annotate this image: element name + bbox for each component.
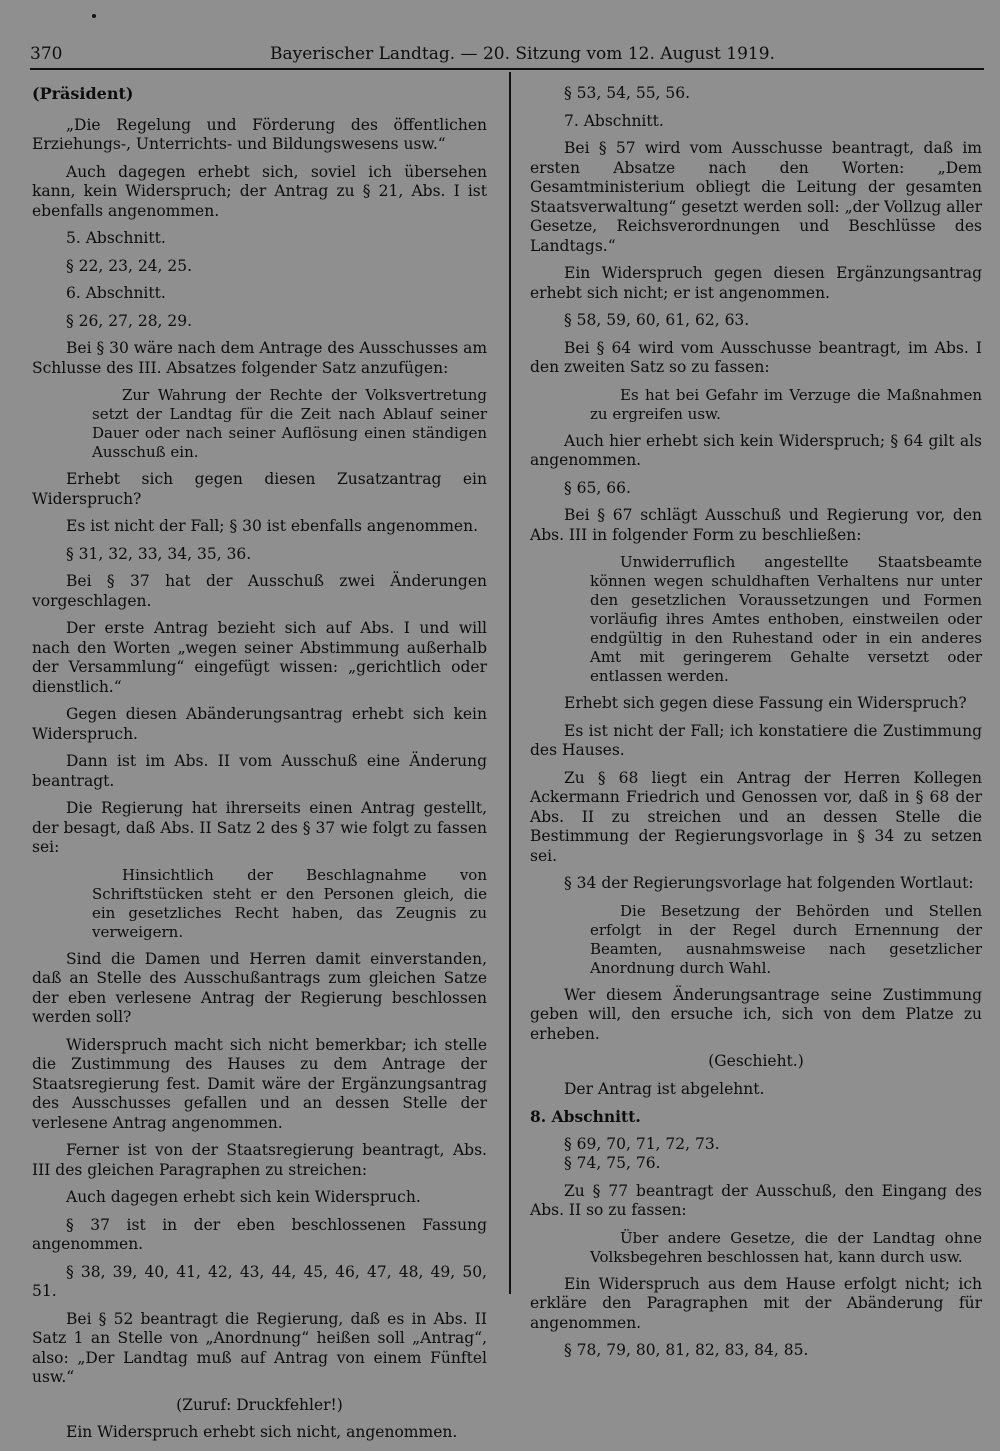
paragraph: Zu § 68 liegt ein Antrag der Herren Kollegen Ackermann Friedrich und Genossen vor, daß in § 68 der Abs. II zu streichen und an dessen Stelle die Bestimmung der Regierungsvorlage in § 34 zu setzen sei. xyxy=(530,768,982,865)
paragraph: Widerspruch macht sich nicht bemerkbar; ich stelle die Zustimmung des Hauses zu dem Antrage der Staatsregierung fest. Damit wäre der Ergänzungsantrag des Ausschusses gefallen und an dessen Stelle der verlesene Antrag angenommen. xyxy=(32,1035,487,1132)
paragraph-list: § 22, 23, 24, 25. xyxy=(66,256,193,275)
paragraph: Ein Widerspruch aus dem Hause erfolgt nicht; ich erkläre den Paragraphen mit der Abänderung für angenommen. xyxy=(530,1274,982,1332)
quoted-text: Es hat bei Gefahr im Verzuge die Maßnahmen zu ergreifen usw. xyxy=(590,385,982,423)
paragraph: Bei § 67 schlägt Ausschuß und Regierung vor, den Abs. III in folgender Form zu beschließen: xyxy=(530,506,982,544)
paragraph: Zu § 77 beantragt der Ausschuß, den Eingang des Abs. II so zu fassen: xyxy=(530,1181,982,1219)
paragraph: Ein Widerspruch gegen diesen Ergänzungsantrag erhebt sich nicht; er ist angenommen. xyxy=(530,264,982,302)
paragraph-list: § 58, 59, 60, 61, 62, 63. xyxy=(564,311,750,329)
paragraph: Es ist nicht der Fall; ich konstatiere die Zustimmung des Hauses. xyxy=(530,721,982,759)
paragraph-list: § 31, 32, 33, 34, 35, 36. xyxy=(66,544,252,563)
column-divider xyxy=(509,72,511,1294)
paragraph: § 34 der Regierungsvorlage hat folgenden Wortlaut: xyxy=(564,874,974,892)
page-header xyxy=(30,44,775,68)
paragraph: Bei § 52 beantragt die Regierung, daß es in Abs. II Satz 1 an Stelle von „Anordnung“ heißen soll „Antrag“, also: „Der Landtag muß auf Antrag von einem Fünftel usw.“ xyxy=(32,1309,487,1386)
paragraph: „Die Regelung und Förderung des öffentlichen Erziehungs-, Unterrichts- und Bildungswesens usw.“ xyxy=(32,115,487,153)
quoted-text: Hinsichtlich der Beschlagnahme von Schriftstücken steht er den Personen gleich, die ein gesetzliches Recht haben, das Zeugnis zu verweigern. xyxy=(92,865,487,941)
section-heading: 8. Abschnitt. xyxy=(530,1107,641,1126)
section-heading: 6. Abschnitt. xyxy=(66,284,166,302)
paragraph: Bei § 57 wird vom Ausschusse beantragt, daß im ersten Absatze nach den Worten: „Dem Gesamtministerium obliegt die Leitung der gesamten Staatsverwaltung“ gesetzt werden soll: „der Vollzug aller Gesetze, Reichsverordnungen und Beschlüsse des Landtags.“ xyxy=(530,139,982,255)
paragraph: Bei § 30 wäre nach dem Antrage des Ausschusses am Schlusse des III. Absatzes folgender Satz anzufügen: xyxy=(32,339,488,377)
paragraph: Bei § 37 hat der Ausschuß zwei Änderungen vorgeschlagen. xyxy=(32,572,487,610)
print-speck xyxy=(92,14,96,18)
paragraph-list: § 53, 54, 55, 56. xyxy=(564,84,691,102)
right-column xyxy=(530,84,982,1369)
section-heading: 5. Abschnitt. xyxy=(66,229,166,247)
paragraph: Ein Widerspruch erhebt sich nicht, angenommen. xyxy=(66,1423,458,1441)
quoted-text: Zur Wahrung der Rechte der Volksvertretung setzt der Landtag für die Zeit nach Ablauf seiner Dauer oder nach seiner Auflösung einen ständigen Ausschuß ein. xyxy=(92,386,487,461)
paragraph-list: § 69, 70, 71, 72, 73. xyxy=(564,1134,720,1153)
paragraph: Der erste Antrag bezieht sich auf Abs. I und will nach den Worten „wegen seiner Abstimmung außerhalb der Versammlung“ eingefügt wissen: „gerichtlich oder dienstlich.“ xyxy=(32,619,487,696)
quoted-text: Über andere Gesetze, die der Landtag ohne Volksbegehren beschlossen hat, kann durch usw. xyxy=(590,1228,982,1266)
interjection: (Zuruf: Druckfehler!) xyxy=(176,1395,343,1414)
quoted-text: Die Besetzung der Behörden und Stellen erfolgt in der Regel durch Ernennung der Beamten, ausnahmsweise nach gesetzlicher Anordnung durch Wahl. xyxy=(590,901,982,977)
paragraph: Erhebt sich gegen diese Fassung ein Widerspruch? xyxy=(564,694,967,712)
paragraph: Erhebt sich gegen diesen Zusatzantrag ein Widerspruch? xyxy=(32,470,487,508)
paragraph: § 37 ist in der eben beschlossenen Fassung angenommen. xyxy=(32,1215,487,1253)
paragraph-list: § 38, 39, 40, 41, 42, 43, 44, 45, 46, 47, 48, 49, 50, 51. xyxy=(32,1262,487,1300)
paragraph: Sind die Damen und Herren damit einverstanden, daß an Stelle des Ausschußantrags zum gleichen Satze der eben verlesene Antrag der Regierung beschlossen werden soll? xyxy=(32,949,487,1026)
paragraph-list: § 78, 79, 80, 81, 82, 83, 84, 85. xyxy=(564,1341,809,1359)
paragraph-list: § 65, 66. xyxy=(564,478,631,497)
paragraph: Auch dagegen erhebt sich, soviel ich übersehen kann, kein Widerspruch; der Antrag zu § 21, Abs. I ist ebenfalls angenommen. xyxy=(32,162,487,220)
paragraph: Bei § 64 wird vom Ausschusse beantragt, im Abs. I den zweiten Satz so zu fassen: xyxy=(530,338,982,376)
running-title: Bayerischer Landtag. — 20. Sitzung vom 12. August 1919. xyxy=(270,44,775,64)
paragraph: Auch hier erhebt sich kein Widerspruch; § 64 gilt als angenommen. xyxy=(530,431,982,469)
paragraph: Der Antrag ist abgelehnt. xyxy=(564,1079,765,1098)
interjection: (Geschieht.) xyxy=(708,1052,804,1070)
paragraph: Ferner ist von der Staatsregierung beantragt, Abs. III des gleichen Paragraphen zu streichen: xyxy=(32,1141,487,1179)
paragraph: Es ist nicht der Fall; § 30 ist ebenfalls angenommen. xyxy=(66,517,478,535)
paragraph: Wer diesem Änderungsantrage seine Zustimmung geben will, den ersuche ich, sich von dem Platze zu erheben. xyxy=(530,985,982,1043)
header-rule xyxy=(30,68,984,70)
paragraph: Die Regierung hat ihrerseits einen Antrag gestellt, der besagt, daß Abs. II Satz 2 des § 37 wie folgt zu fassen sei: xyxy=(32,799,487,856)
left-column xyxy=(32,84,487,1451)
quoted-text: Unwiderruflich angestellte Staatsbeamte können wegen schuldhaften Verhaltens nur unter den gesetzlichen Voraussetzungen und Formen vorläufig ihres Amtes enthoben, einstweilen oder endgültig in den Ruhestand oder in ein anderes Amt mit geringerem Gehalte versetzt oder entlassen werden. xyxy=(590,553,982,685)
paragraph: Auch dagegen erhebt sich kein Widerspruch. xyxy=(66,1188,421,1206)
paragraph-list: § 26, 27, 28, 29. xyxy=(66,311,193,330)
paragraph-list: § 74, 75, 76. xyxy=(564,1154,661,1172)
section-heading: 7. Abschnitt. xyxy=(564,111,664,130)
paragraph: Dann ist im Abs. II vom Ausschuß eine Änderung beantragt. xyxy=(32,752,487,790)
paragraph: Gegen diesen Abänderungsantrag erhebt sich kein Widerspruch. xyxy=(32,705,487,743)
page-number: 370 xyxy=(30,44,63,64)
speaker-label: (Präsident) xyxy=(32,84,134,103)
